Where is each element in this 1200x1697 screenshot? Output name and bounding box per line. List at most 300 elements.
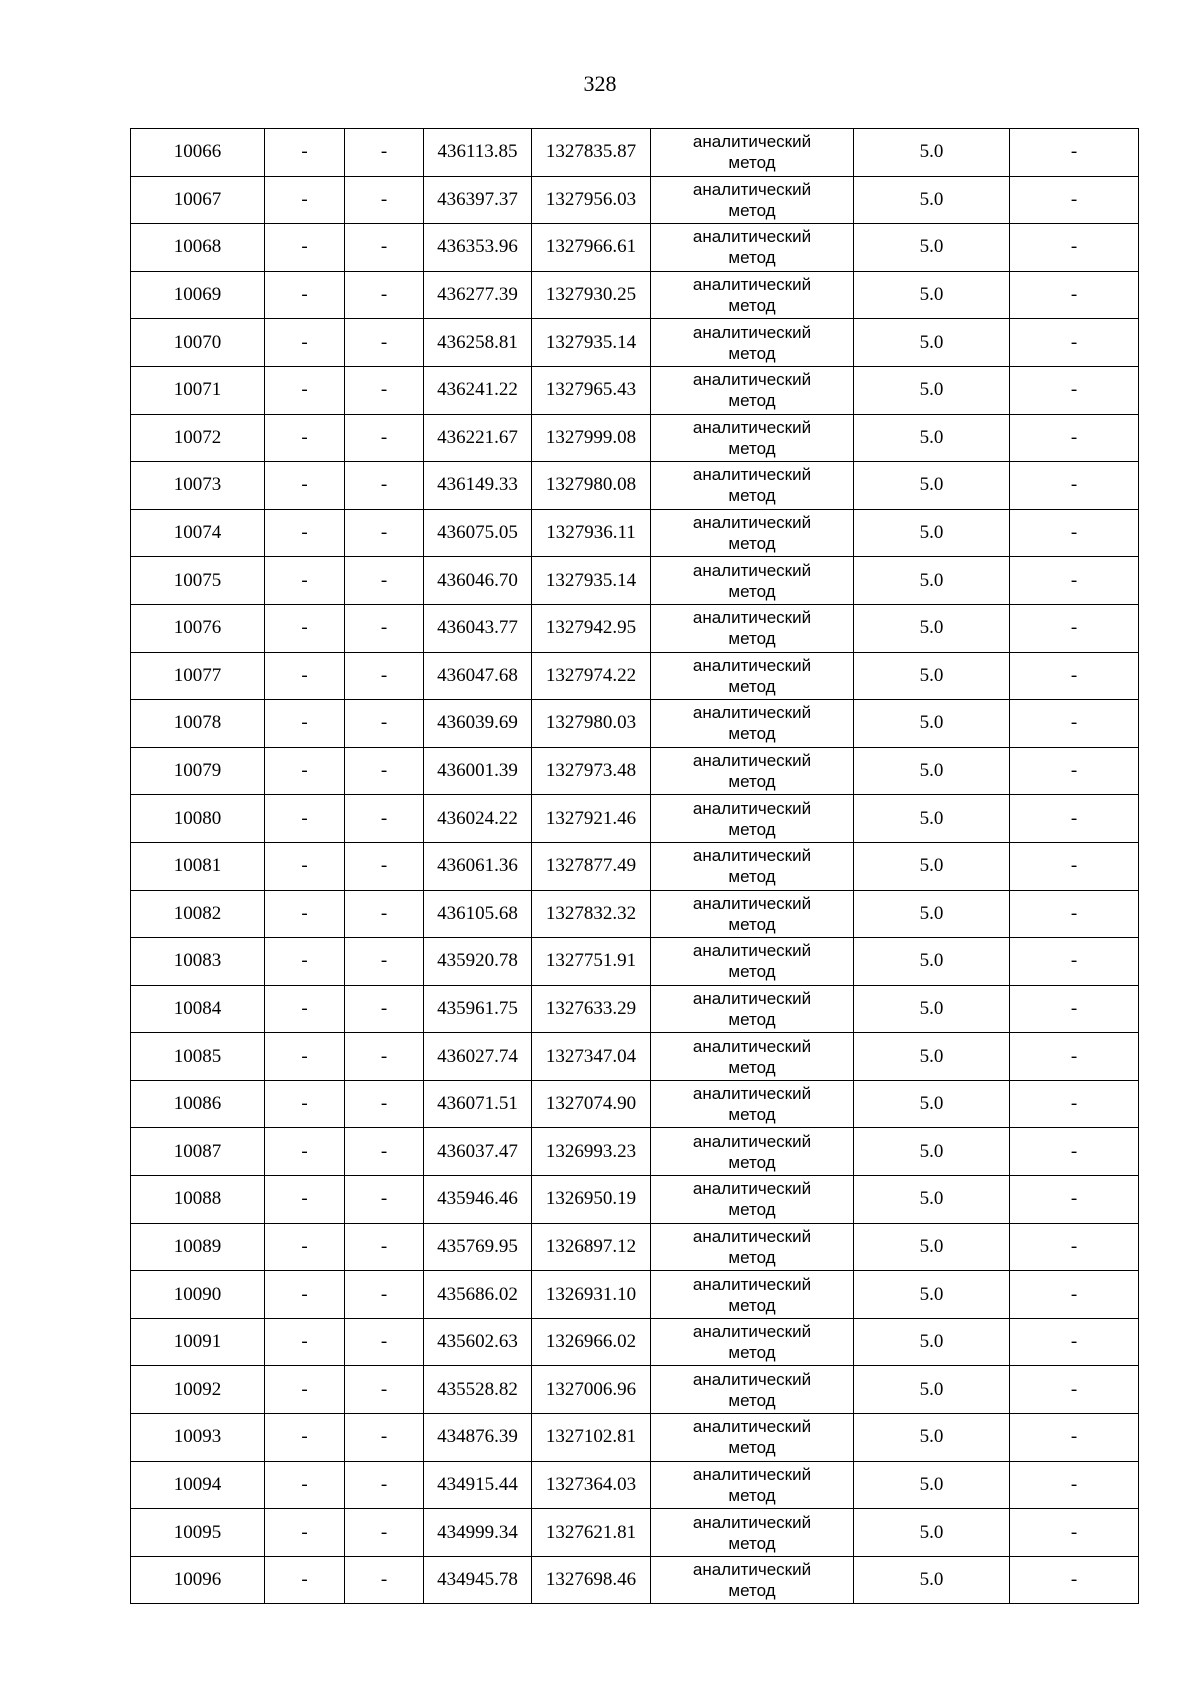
table-row — [131, 414, 1139, 462]
cell-accuracy: 5.0 — [854, 462, 1010, 510]
cell-coordinate-y: 1327877.49 — [532, 842, 651, 890]
cell-coordinate-x: 435602.63 — [424, 1318, 532, 1366]
cell-empty-dash: - — [345, 1556, 424, 1604]
cell-empty-dash: - — [265, 938, 345, 986]
cell-empty-dash: - — [345, 1318, 424, 1366]
cell-coordinate-y: 1327930.25 — [532, 271, 651, 319]
cell-empty-dash: - — [345, 1033, 424, 1081]
table-row — [131, 319, 1139, 367]
method-line-2: метод — [728, 1200, 776, 1220]
cell-coordinate-x: 436046.70 — [424, 557, 532, 605]
method-line-2: метод — [728, 1152, 776, 1172]
method-line-2: метод — [728, 1485, 776, 1505]
cell-method — [651, 1509, 854, 1557]
cell-empty-dash: - — [1010, 700, 1139, 748]
cell-empty-dash: - — [265, 1318, 345, 1366]
cell-empty-dash: - — [345, 604, 424, 652]
method-line-2: метод — [728, 724, 776, 744]
cell-point-number: 10090 — [131, 1271, 265, 1319]
cell-method — [651, 985, 854, 1033]
cell-empty-dash: - — [345, 462, 424, 510]
cell-empty-dash: - — [345, 1271, 424, 1319]
cell-empty-dash: - — [265, 1176, 345, 1224]
cell-accuracy: 5.0 — [854, 557, 1010, 605]
cell-empty-dash: - — [345, 1461, 424, 1509]
cell-accuracy: 5.0 — [854, 1461, 1010, 1509]
cell-method — [651, 795, 854, 843]
cell-coordinate-x: 436241.22 — [424, 366, 532, 414]
cell-accuracy: 5.0 — [854, 795, 1010, 843]
cell-point-number: 10072 — [131, 414, 265, 462]
method-line-1: аналитический — [692, 1131, 812, 1151]
cell-point-number: 10093 — [131, 1414, 265, 1462]
table-row — [131, 1318, 1139, 1366]
table-row — [131, 604, 1139, 652]
cell-empty-dash: - — [345, 509, 424, 557]
method-line-2: метод — [728, 1009, 776, 1029]
cell-empty-dash: - — [1010, 985, 1139, 1033]
cell-coordinate-x: 436105.68 — [424, 890, 532, 938]
cell-empty-dash: - — [265, 271, 345, 319]
cell-empty-dash: - — [265, 1128, 345, 1176]
cell-accuracy: 5.0 — [854, 414, 1010, 462]
method-line-1: аналитический — [692, 1084, 812, 1104]
method-line-2: метод — [728, 248, 776, 268]
cell-empty-dash: - — [1010, 1556, 1139, 1604]
cell-coordinate-y: 1327621.81 — [532, 1509, 651, 1557]
cell-accuracy: 5.0 — [854, 1414, 1010, 1462]
cell-coordinate-x: 435961.75 — [424, 985, 532, 1033]
table-row — [131, 1223, 1139, 1271]
cell-coordinate-y: 1327921.46 — [532, 795, 651, 843]
cell-method — [651, 462, 854, 510]
cell-point-number: 10095 — [131, 1509, 265, 1557]
cell-coordinate-x: 436071.51 — [424, 1080, 532, 1128]
table-row — [131, 747, 1139, 795]
cell-empty-dash: - — [345, 1080, 424, 1128]
cell-coordinate-y: 1326950.19 — [532, 1176, 651, 1224]
cell-accuracy: 5.0 — [854, 747, 1010, 795]
cell-accuracy: 5.0 — [854, 1318, 1010, 1366]
cell-empty-dash: - — [1010, 557, 1139, 605]
method-line-2: метод — [728, 676, 776, 696]
cell-empty-dash: - — [265, 224, 345, 272]
table-row — [131, 1461, 1139, 1509]
table-row — [131, 1414, 1139, 1462]
cell-method — [651, 509, 854, 557]
cell-coordinate-x: 435920.78 — [424, 938, 532, 986]
cell-coordinate-y: 1327102.81 — [532, 1414, 651, 1462]
cell-method — [651, 747, 854, 795]
method-line-1: аналитический — [692, 893, 812, 913]
cell-empty-dash: - — [345, 1223, 424, 1271]
cell-method — [651, 271, 854, 319]
cell-coordinate-x: 435946.46 — [424, 1176, 532, 1224]
cell-method — [651, 700, 854, 748]
cell-method — [651, 1223, 854, 1271]
cell-method — [651, 890, 854, 938]
cell-empty-dash: - — [345, 1414, 424, 1462]
method-line-1: аналитический — [692, 1322, 812, 1342]
cell-point-number: 10071 — [131, 366, 265, 414]
cell-empty-dash: - — [1010, 462, 1139, 510]
method-line-2: метод — [728, 296, 776, 316]
cell-empty-dash: - — [345, 985, 424, 1033]
cell-empty-dash: - — [1010, 1414, 1139, 1462]
cell-empty-dash: - — [345, 366, 424, 414]
method-line-2: метод — [728, 962, 776, 982]
cell-method — [651, 366, 854, 414]
cell-method — [651, 129, 854, 177]
cell-empty-dash: - — [265, 1223, 345, 1271]
cell-empty-dash: - — [265, 890, 345, 938]
method-line-1: аналитический — [692, 608, 812, 628]
method-line-2: метод — [728, 819, 776, 839]
cell-accuracy: 5.0 — [854, 700, 1010, 748]
cell-accuracy: 5.0 — [854, 938, 1010, 986]
cell-accuracy: 5.0 — [854, 652, 1010, 700]
cell-point-number: 10077 — [131, 652, 265, 700]
cell-empty-dash: - — [265, 509, 345, 557]
cell-method — [651, 1176, 854, 1224]
cell-empty-dash: - — [1010, 938, 1139, 986]
table-body — [131, 129, 1139, 1604]
cell-empty-dash: - — [1010, 1080, 1139, 1128]
cell-coordinate-x: 435769.95 — [424, 1223, 532, 1271]
method-line-1: аналитический — [692, 1417, 812, 1437]
cell-empty-dash: - — [345, 271, 424, 319]
cell-coordinate-x: 436047.68 — [424, 652, 532, 700]
table-row — [131, 652, 1139, 700]
cell-empty-dash: - — [265, 842, 345, 890]
cell-empty-dash: - — [345, 176, 424, 224]
cell-empty-dash: - — [1010, 1176, 1139, 1224]
cell-coordinate-y: 1327956.03 — [532, 176, 651, 224]
cell-coordinate-x: 436075.05 — [424, 509, 532, 557]
cell-empty-dash: - — [1010, 842, 1139, 890]
cell-empty-dash: - — [265, 604, 345, 652]
table-row — [131, 557, 1139, 605]
method-line-2: метод — [728, 772, 776, 792]
cell-coordinate-y: 1327751.91 — [532, 938, 651, 986]
method-line-1: аналитический — [692, 227, 812, 247]
cell-point-number: 10081 — [131, 842, 265, 890]
cell-accuracy: 5.0 — [854, 176, 1010, 224]
cell-empty-dash: - — [1010, 652, 1139, 700]
cell-accuracy: 5.0 — [854, 985, 1010, 1033]
method-line-2: метод — [728, 629, 776, 649]
cell-coordinate-x: 436397.37 — [424, 176, 532, 224]
cell-coordinate-x: 436061.36 — [424, 842, 532, 890]
cell-empty-dash: - — [1010, 890, 1139, 938]
method-line-1: аналитический — [692, 1179, 812, 1199]
cell-empty-dash: - — [345, 890, 424, 938]
cell-point-number: 10084 — [131, 985, 265, 1033]
cell-coordinate-y: 1327965.43 — [532, 366, 651, 414]
method-line-2: метод — [728, 438, 776, 458]
cell-coordinate-x: 434915.44 — [424, 1461, 532, 1509]
cell-method — [651, 176, 854, 224]
cell-coordinate-x: 434999.34 — [424, 1509, 532, 1557]
cell-empty-dash: - — [345, 842, 424, 890]
cell-point-number: 10092 — [131, 1366, 265, 1414]
method-line-1: аналитический — [692, 988, 812, 1008]
method-line-1: аналитический — [692, 751, 812, 771]
cell-coordinate-y: 1327698.46 — [532, 1556, 651, 1604]
cell-coordinate-y: 1327006.96 — [532, 1366, 651, 1414]
cell-empty-dash: - — [345, 414, 424, 462]
cell-coordinate-y: 1327936.11 — [532, 509, 651, 557]
cell-empty-dash: - — [345, 652, 424, 700]
cell-point-number: 10068 — [131, 224, 265, 272]
table-row — [131, 129, 1139, 177]
method-line-1: аналитический — [692, 846, 812, 866]
cell-empty-dash: - — [1010, 604, 1139, 652]
method-line-1: аналитический — [692, 1036, 812, 1056]
table-row — [131, 890, 1139, 938]
cell-accuracy: 5.0 — [854, 1271, 1010, 1319]
cell-point-number: 10088 — [131, 1176, 265, 1224]
cell-accuracy: 5.0 — [854, 129, 1010, 177]
cell-empty-dash: - — [265, 985, 345, 1033]
cell-coordinate-x: 436001.39 — [424, 747, 532, 795]
method-line-2: метод — [728, 534, 776, 554]
cell-accuracy: 5.0 — [854, 509, 1010, 557]
table-row — [131, 224, 1139, 272]
table-row — [131, 1556, 1139, 1604]
method-line-2: метод — [728, 153, 776, 173]
cell-coordinate-x: 436024.22 — [424, 795, 532, 843]
coordinates-table — [130, 128, 1139, 1604]
cell-accuracy: 5.0 — [854, 890, 1010, 938]
cell-method — [651, 938, 854, 986]
cell-accuracy: 5.0 — [854, 366, 1010, 414]
cell-method — [651, 557, 854, 605]
cell-empty-dash: - — [265, 176, 345, 224]
cell-empty-dash: - — [345, 1176, 424, 1224]
table-row — [131, 1128, 1139, 1176]
method-line-2: метод — [728, 1343, 776, 1363]
method-line-1: аналитический — [692, 132, 812, 152]
table-row — [131, 509, 1139, 557]
cell-empty-dash: - — [345, 319, 424, 367]
cell-coordinate-y: 1327633.29 — [532, 985, 651, 1033]
method-line-2: метод — [728, 1247, 776, 1267]
cell-coordinate-y: 1326897.12 — [532, 1223, 651, 1271]
cell-coordinate-x: 436113.85 — [424, 129, 532, 177]
cell-accuracy: 5.0 — [854, 224, 1010, 272]
cell-empty-dash: - — [1010, 1366, 1139, 1414]
cell-empty-dash: - — [345, 129, 424, 177]
method-line-1: аналитический — [692, 1226, 812, 1246]
cell-accuracy: 5.0 — [854, 1128, 1010, 1176]
cell-point-number: 10089 — [131, 1223, 265, 1271]
cell-empty-dash: - — [1010, 414, 1139, 462]
cell-coordinate-y: 1327942.95 — [532, 604, 651, 652]
cell-coordinate-x: 436027.74 — [424, 1033, 532, 1081]
method-line-2: метод — [728, 914, 776, 934]
cell-empty-dash: - — [265, 652, 345, 700]
method-line-2: метод — [728, 1390, 776, 1410]
cell-accuracy: 5.0 — [854, 1366, 1010, 1414]
table-row — [131, 1366, 1139, 1414]
cell-empty-dash: - — [1010, 1033, 1139, 1081]
cell-empty-dash: - — [345, 224, 424, 272]
table-row — [131, 271, 1139, 319]
method-line-2: метод — [728, 343, 776, 363]
method-line-1: аналитический — [692, 1464, 812, 1484]
table-row — [131, 1033, 1139, 1081]
cell-point-number: 10096 — [131, 1556, 265, 1604]
cell-point-number: 10069 — [131, 271, 265, 319]
cell-empty-dash: - — [265, 1414, 345, 1462]
cell-coordinate-x: 435686.02 — [424, 1271, 532, 1319]
cell-empty-dash: - — [345, 1128, 424, 1176]
cell-point-number: 10070 — [131, 319, 265, 367]
cell-empty-dash: - — [265, 1366, 345, 1414]
method-line-2: метод — [728, 200, 776, 220]
cell-empty-dash: - — [1010, 1509, 1139, 1557]
method-line-1: аналитический — [692, 798, 812, 818]
cell-coordinate-y: 1327835.87 — [532, 129, 651, 177]
cell-accuracy: 5.0 — [854, 271, 1010, 319]
method-line-1: аналитический — [692, 322, 812, 342]
cell-empty-dash: - — [265, 366, 345, 414]
cell-method — [651, 1366, 854, 1414]
cell-accuracy: 5.0 — [854, 1556, 1010, 1604]
cell-method — [651, 842, 854, 890]
cell-coordinate-x: 436039.69 — [424, 700, 532, 748]
method-line-1: аналитический — [692, 560, 812, 580]
table-row — [131, 1271, 1139, 1319]
page-number: 328 — [583, 71, 617, 96]
cell-accuracy: 5.0 — [854, 1176, 1010, 1224]
method-line-1: аналитический — [692, 941, 812, 961]
cell-point-number: 10079 — [131, 747, 265, 795]
method-line-2: метод — [728, 581, 776, 601]
cell-coordinate-y: 1327980.03 — [532, 700, 651, 748]
cell-empty-dash: - — [265, 700, 345, 748]
cell-empty-dash: - — [265, 1556, 345, 1604]
cell-empty-dash: - — [1010, 176, 1139, 224]
cell-empty-dash: - — [265, 1271, 345, 1319]
method-line-1: аналитический — [692, 703, 812, 723]
cell-empty-dash: - — [265, 414, 345, 462]
cell-point-number: 10078 — [131, 700, 265, 748]
cell-coordinate-y: 1327973.48 — [532, 747, 651, 795]
cell-coordinate-y: 1327347.04 — [532, 1033, 651, 1081]
cell-point-number: 10075 — [131, 557, 265, 605]
cell-accuracy: 5.0 — [854, 1509, 1010, 1557]
cell-method — [651, 414, 854, 462]
table-row — [131, 1176, 1139, 1224]
method-line-2: метод — [728, 391, 776, 411]
table-row — [131, 176, 1139, 224]
cell-coordinate-x: 436277.39 — [424, 271, 532, 319]
cell-coordinate-y: 1326993.23 — [532, 1128, 651, 1176]
cell-coordinate-x: 436221.67 — [424, 414, 532, 462]
cell-point-number: 10066 — [131, 129, 265, 177]
cell-coordinate-y: 1327999.08 — [532, 414, 651, 462]
cell-coordinate-x: 436149.33 — [424, 462, 532, 510]
cell-empty-dash: - — [1010, 1318, 1139, 1366]
cell-point-number: 10073 — [131, 462, 265, 510]
cell-empty-dash: - — [345, 747, 424, 795]
cell-coordinate-y: 1326966.02 — [532, 1318, 651, 1366]
method-line-2: метод — [728, 867, 776, 887]
cell-accuracy: 5.0 — [854, 1080, 1010, 1128]
cell-empty-dash: - — [1010, 1461, 1139, 1509]
method-line-1: аналитический — [692, 513, 812, 533]
cell-empty-dash: - — [1010, 129, 1139, 177]
method-line-1: аналитический — [692, 417, 812, 437]
cell-method — [651, 604, 854, 652]
cell-empty-dash: - — [265, 747, 345, 795]
method-line-1: аналитический — [692, 1274, 812, 1294]
cell-method — [651, 1033, 854, 1081]
method-line-1: аналитический — [692, 1369, 812, 1389]
table-row — [131, 1509, 1139, 1557]
cell-method — [651, 1080, 854, 1128]
cell-empty-dash: - — [345, 1366, 424, 1414]
method-line-2: метод — [728, 486, 776, 506]
cell-coordinate-y: 1327980.08 — [532, 462, 651, 510]
cell-point-number: 10083 — [131, 938, 265, 986]
method-line-2: метод — [728, 1581, 776, 1601]
cell-accuracy: 5.0 — [854, 604, 1010, 652]
cell-method — [651, 1128, 854, 1176]
cell-coordinate-y: 1327364.03 — [532, 1461, 651, 1509]
cell-empty-dash: - — [265, 319, 345, 367]
method-line-1: аналитический — [692, 179, 812, 199]
cell-accuracy: 5.0 — [854, 1223, 1010, 1271]
cell-empty-dash: - — [345, 938, 424, 986]
cell-empty-dash: - — [1010, 1128, 1139, 1176]
cell-point-number: 10087 — [131, 1128, 265, 1176]
cell-empty-dash: - — [345, 795, 424, 843]
cell-empty-dash: - — [265, 129, 345, 177]
cell-empty-dash: - — [265, 462, 345, 510]
cell-empty-dash: - — [265, 1461, 345, 1509]
method-line-1: аналитический — [692, 1560, 812, 1580]
method-line-2: метод — [728, 1105, 776, 1125]
cell-coordinate-x: 434945.78 — [424, 1556, 532, 1604]
cell-coordinate-y: 1326931.10 — [532, 1271, 651, 1319]
cell-empty-dash: - — [1010, 1223, 1139, 1271]
cell-coordinate-x: 435528.82 — [424, 1366, 532, 1414]
cell-coordinate-x: 434876.39 — [424, 1414, 532, 1462]
cell-accuracy: 5.0 — [854, 319, 1010, 367]
method-line-1: аналитический — [692, 275, 812, 295]
cell-empty-dash: - — [1010, 319, 1139, 367]
cell-empty-dash: - — [1010, 747, 1139, 795]
cell-empty-dash: - — [265, 557, 345, 605]
cell-empty-dash: - — [345, 700, 424, 748]
cell-empty-dash: - — [345, 1509, 424, 1557]
cell-point-number: 10085 — [131, 1033, 265, 1081]
cell-empty-dash: - — [345, 557, 424, 605]
cell-method — [651, 224, 854, 272]
method-line-2: метод — [728, 1295, 776, 1315]
cell-empty-dash: - — [265, 1509, 345, 1557]
cell-point-number: 10094 — [131, 1461, 265, 1509]
cell-empty-dash: - — [1010, 1271, 1139, 1319]
cell-point-number: 10074 — [131, 509, 265, 557]
cell-accuracy: 5.0 — [854, 842, 1010, 890]
table-row — [131, 700, 1139, 748]
method-line-2: метод — [728, 1057, 776, 1077]
cell-method — [651, 1556, 854, 1604]
